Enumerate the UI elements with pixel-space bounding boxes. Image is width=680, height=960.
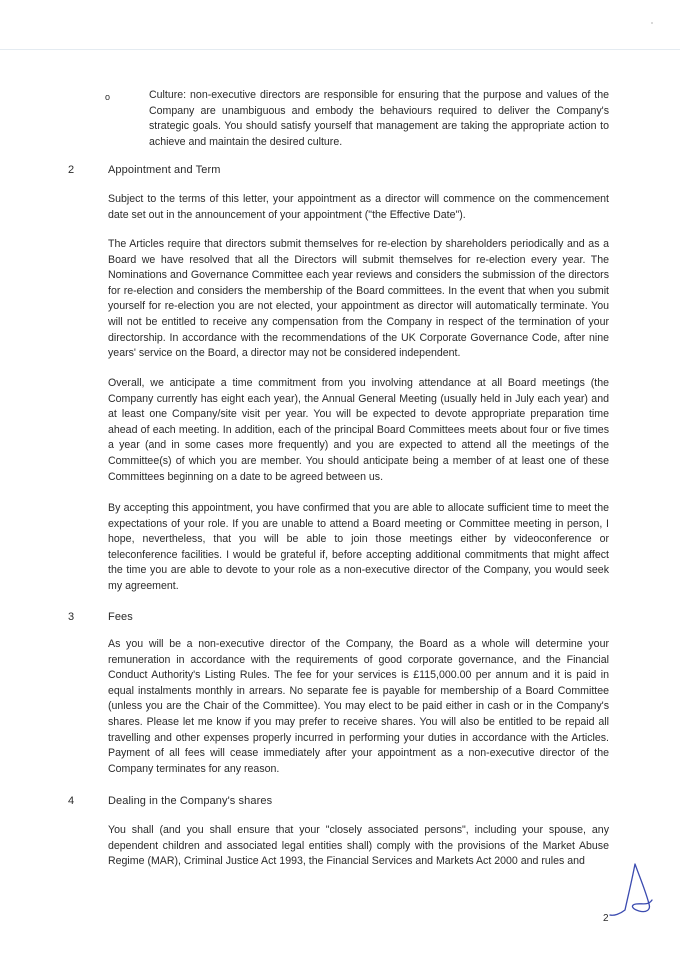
section-heading-appointment: Appointment and Term [108, 164, 221, 176]
appointment-paragraph-3: Overall, we anticipate a time commitment from you involving attendance at all Board meetings (the Company currently has eight each year), the Annual General Meeting (usually held in July each year) and at least one Company/site visit per year. You will be expected to devote appropriate preparation time ahead of each meeting. In addition, each of the principal Board Committees meets about four or five times a year (and in some cases more frequently) and you are expected to attend all the meetings of the Committee(s) of which you are member. You should anticipate being a member of at least one of these Committees beginning on a date to be agreed between us. [108, 377, 609, 483]
section-number-2: 2 [68, 164, 75, 176]
scan-speck [651, 22, 653, 24]
section-number-4: 4 [68, 795, 75, 807]
scan-edge-line [0, 49, 680, 50]
section-heading-fees: Fees [108, 611, 133, 623]
section-heading-dealing: Dealing in the Company's shares [108, 795, 273, 807]
appointment-paragraph-2: The Articles require that directors submit themselves for re-election by shareholders periodically and as a Board we have resolved that all the Directors will submit themselves for re-election every year. The Nominations and Governance Committee each year reviews and considers the submission of the directors for re-election and considers the membership of the Board committees. In the event that when you submit yourself for re-election you are not elected, your appointment as director will automatically terminate. You will not be entitled to receive any compensation from the Company in respect of the termination of your directorship. In accordance with the recommendations of the UK Corporate Governance Code, after nine years' service on the Board, a director may not be considered independent. [108, 238, 609, 360]
fees-paragraph: As you will be a non-executive director of the Company, the Board as a whole will determine your remuneration in accordance with the requirements of good corporate governance, and the Financial Conduct Authority's Listing Rules. The fee for your services is £115,000.00 per annum and it is paid in equal instalments monthly in arrears. No separate fee is payable for membership of a Board Committee (unless you are the Chair of the Committee). You may elect to be paid either in cash or in the Company's shares. Please let me know if you may prefer to receive shares. You will also be entitled to be repaid all travelling and other expenses properly incurred in performing your duties in accordance with the Articles. Payment of all fees will cease immediately after your appointment as a non-executive director of the Company terminates for any reason. [108, 638, 609, 775]
page-number: 2 [603, 913, 609, 924]
initials-signature [608, 860, 654, 922]
appointment-paragraph-1: Subject to the terms of this letter, your appointment as a director will commence on the commencement date set out in the announcement of your appointment ("the Effective Date"). [108, 193, 609, 221]
culture-bullet-text: Culture: non-executive directors are responsible for ensuring that the purpose and values of the Company are unambiguous and embody the behaviours required to deliver the Company's strategic goals. You should satisfy yourself that management are taking the appropriate action to achieve and maintain the desired culture. [149, 89, 609, 148]
appointment-paragraph-4: By accepting this appointment, you have confirmed that you are able to allocate sufficient time to meet the expectations of your role. If you are unable to attend a Board meeting or Committee meeting in person, I hope, nevertheless, that you will be able to join those meetings either by videoconference or teleconference facilities. I would be grateful if, before accepting additional commitments that might affect the time you are able to devote to your role as a non-executive director of the Company, you would seek my agreement. [108, 502, 609, 592]
section-number-3: 3 [68, 611, 75, 623]
dealing-paragraph: You shall (and you shall ensure that your "closely associated persons", including your spouse, any dependent children and associated legal entities shall) comply with the provisions of the Market Abuse Regime (MAR), Criminal Justice Act 1993, the Financial Services and Markets Act 2000 and rules and [108, 824, 609, 868]
bullet-marker: o [105, 92, 111, 102]
